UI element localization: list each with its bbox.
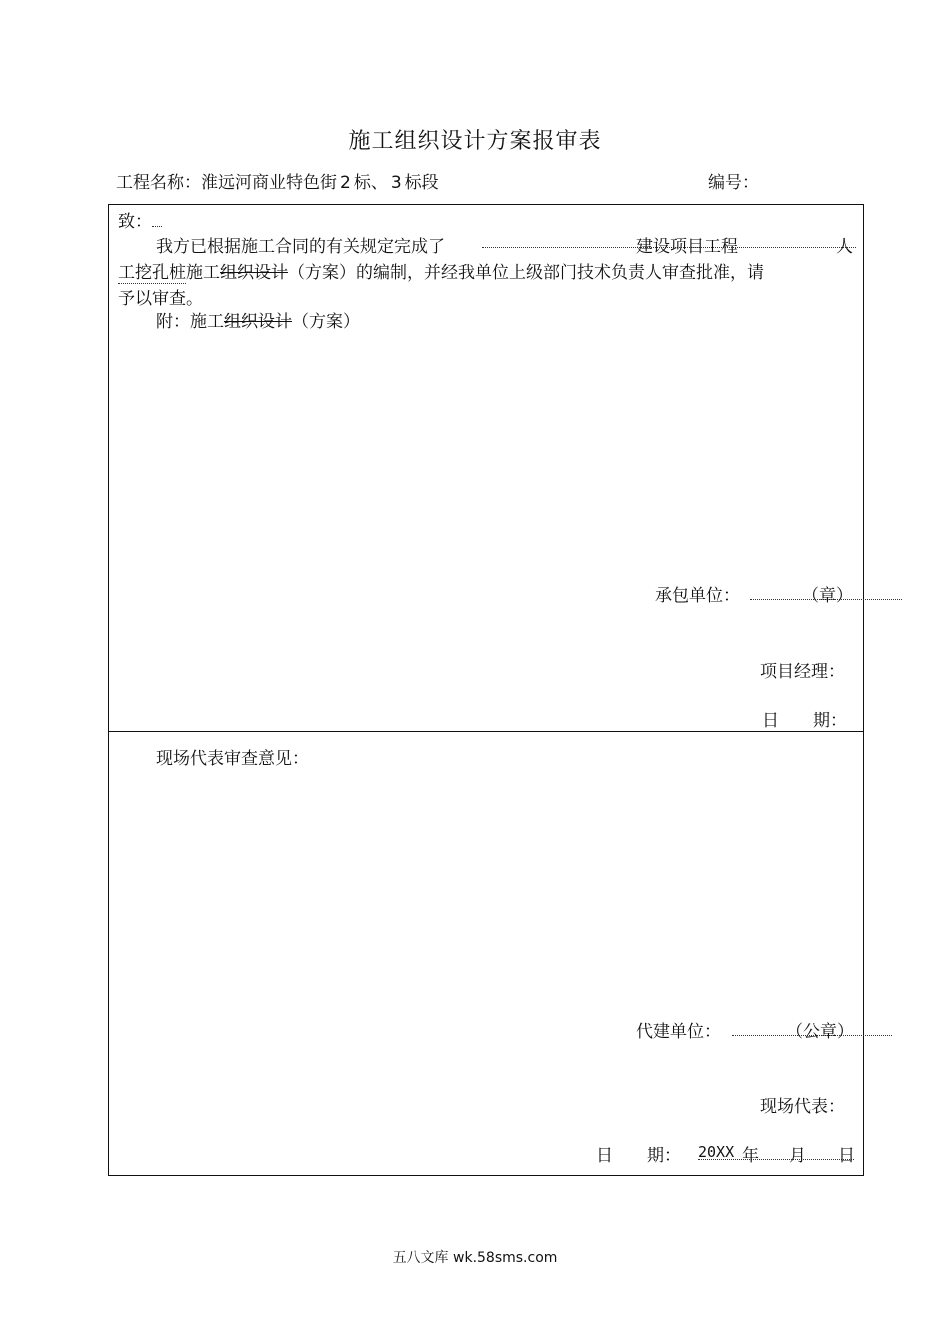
to-row xyxy=(118,207,162,232)
section-divider xyxy=(108,731,864,732)
attachment-b: （方案） xyxy=(292,312,360,332)
project-num-2: 3 xyxy=(390,173,402,193)
date-year: 20XX xyxy=(698,1143,735,1161)
to-fill-line xyxy=(152,212,162,227)
body-line-3: 予以审查。 xyxy=(118,289,203,309)
opinion-label: 现场代表审查意见： xyxy=(156,749,309,769)
date-label-1: 日 期： xyxy=(762,711,847,731)
body-line-2-strike: 组织设计 xyxy=(220,263,288,283)
day-unit: 日 xyxy=(838,1146,855,1166)
agent-label: 代建单位： xyxy=(636,1022,721,1042)
month-unit: 月 xyxy=(789,1146,806,1166)
to-label: 致： xyxy=(118,212,152,232)
year-unit: 年 xyxy=(742,1146,759,1166)
project-suffix: 标段 xyxy=(404,173,439,193)
page-title: 施工组织设计方案报审表 xyxy=(348,129,602,154)
body-line-1-fill: 建设项目工程 xyxy=(636,237,738,257)
rep-label: 现场代表： xyxy=(760,1097,845,1117)
project-name-row xyxy=(116,168,439,193)
attachment-a: 附：施工 xyxy=(156,312,224,332)
project-num-1: 2 xyxy=(340,173,351,193)
attachment-strike: 组织设计 xyxy=(224,312,292,332)
body-line-2-b: （方案）的编制，并经我单位上级部门技术负责人审查批准，请 xyxy=(288,263,764,283)
contractor-seal: （章） xyxy=(802,586,853,606)
body-line-1 xyxy=(156,232,445,257)
attachment-line xyxy=(156,307,360,332)
project-name: 淮远河商业特色街 xyxy=(201,173,337,193)
project-sep: 标、 xyxy=(353,173,388,193)
body-line-1-end: 人 xyxy=(836,237,853,257)
footer-watermark: 五八文库 wk.58sms.com xyxy=(392,1250,558,1266)
contractor-label: 承包单位： xyxy=(655,586,740,606)
manager-label: 项目经理： xyxy=(760,662,845,682)
body-line-2 xyxy=(118,258,764,284)
body-line-2-a: 施工 xyxy=(186,263,220,283)
approval-form-table xyxy=(108,204,864,1176)
body-line-1-prefix: 我方已根据施工合同的有关规定完成了 xyxy=(156,237,445,257)
agent-seal: （公章） xyxy=(786,1022,854,1042)
date-label-2: 日 期： xyxy=(596,1146,681,1166)
project-label: 工程名称： xyxy=(116,173,201,193)
number-label: 编号： xyxy=(708,173,759,193)
body-line-2-fill: 工挖孔桩 xyxy=(118,258,186,284)
